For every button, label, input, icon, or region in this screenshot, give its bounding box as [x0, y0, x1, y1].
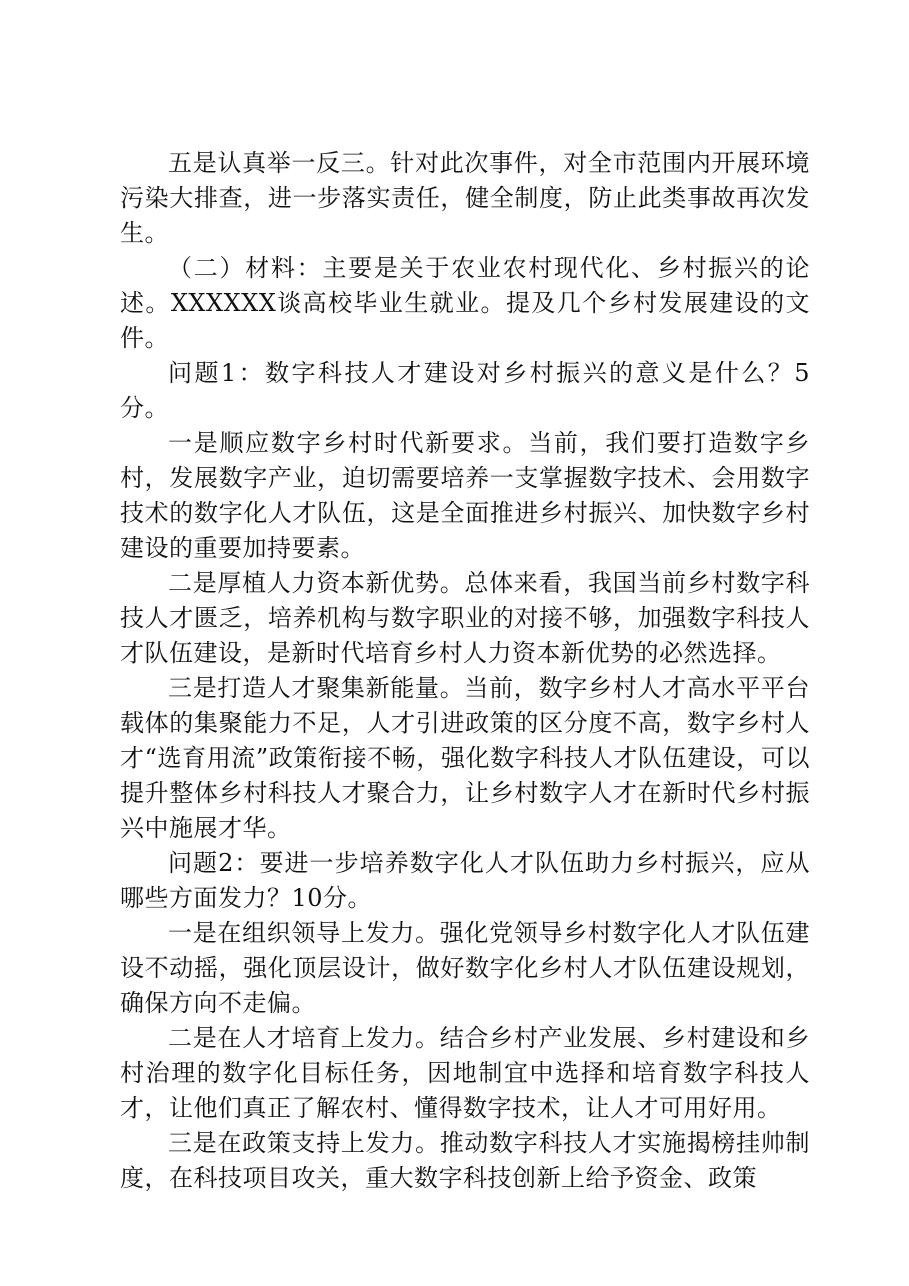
document-body	[120, 146, 810, 1196]
paragraph-material-2: （二）材料：主要是关于农业农村现代化、乡村振兴的论述。XXXXXX谈高校毕业生就业。提及几个乡村发展建设的文件。	[120, 254, 810, 352]
paragraph-item-5-fanyi: 五是认真举一反三。针对此次事件，对全市范围内开展环境污染大排查，进一步落实责任，健全制度，防止此类事故再次发生。	[120, 149, 810, 247]
paragraph-question-2: 问题2：要进一步培养数字化人才队伍助力乡村振兴，应从哪些方面发力？10分。	[120, 849, 810, 912]
paragraph-answer-2-3: 三是在政策支持上发力。推动数字科技人才实施揭榜挂帅制度，在科技项目攻关，重大数字科技创新上给予资金、政策	[120, 1129, 810, 1192]
paragraph-answer-2-2: 二是在人才培育上发力。结合乡村产业发展、乡村建设和乡村治理的数字化目标任务，因地制宜中选择和培育数字科技人才，让他们真正了解农村、懂得数字技术，让人才可用好用。	[120, 1024, 810, 1122]
paragraph-question-1: 问题1：数字科技人才建设对乡村振兴的意义是什么？5分。	[120, 359, 810, 422]
paragraph-answer-1-2: 二是厚植人力资本新优势。总体来看，我国当前乡村数字科技人才匮乏，培养机构与数字职业的对接不够，加强数字科技人才队伍建设，是新时代培育乡村人力资本新优势的必然选择。	[120, 569, 810, 667]
paragraph-answer-1-3: 三是打造人才聚集新能量。当前，数字乡村人才高水平平台载体的集聚能力不足，人才引进政策的区分度不高，数字乡村人才“选育用流”政策衔接不畅，强化数字科技人才队伍建设，可以提升整体乡村科技人才聚合力，让乡村数字人才在新时代乡村振兴中施展才华。	[120, 674, 810, 842]
paragraph-answer-2-1: 一是在组织领导上发力。强化党领导乡村数字化人才队伍建设不动摇，强化顶层设计，做好数字化乡村人才队伍建设规划，确保方向不走偏。	[120, 919, 810, 1017]
paragraph-answer-1-1: 一是顺应数字乡村时代新要求。当前，我们要打造数字乡村，发展数字产业，迫切需要培养一支掌握数字技术、会用数字技术的数字化人才队伍，这是全面推进乡村振兴、加快数字乡村建设的重要加持要素。	[120, 429, 810, 562]
